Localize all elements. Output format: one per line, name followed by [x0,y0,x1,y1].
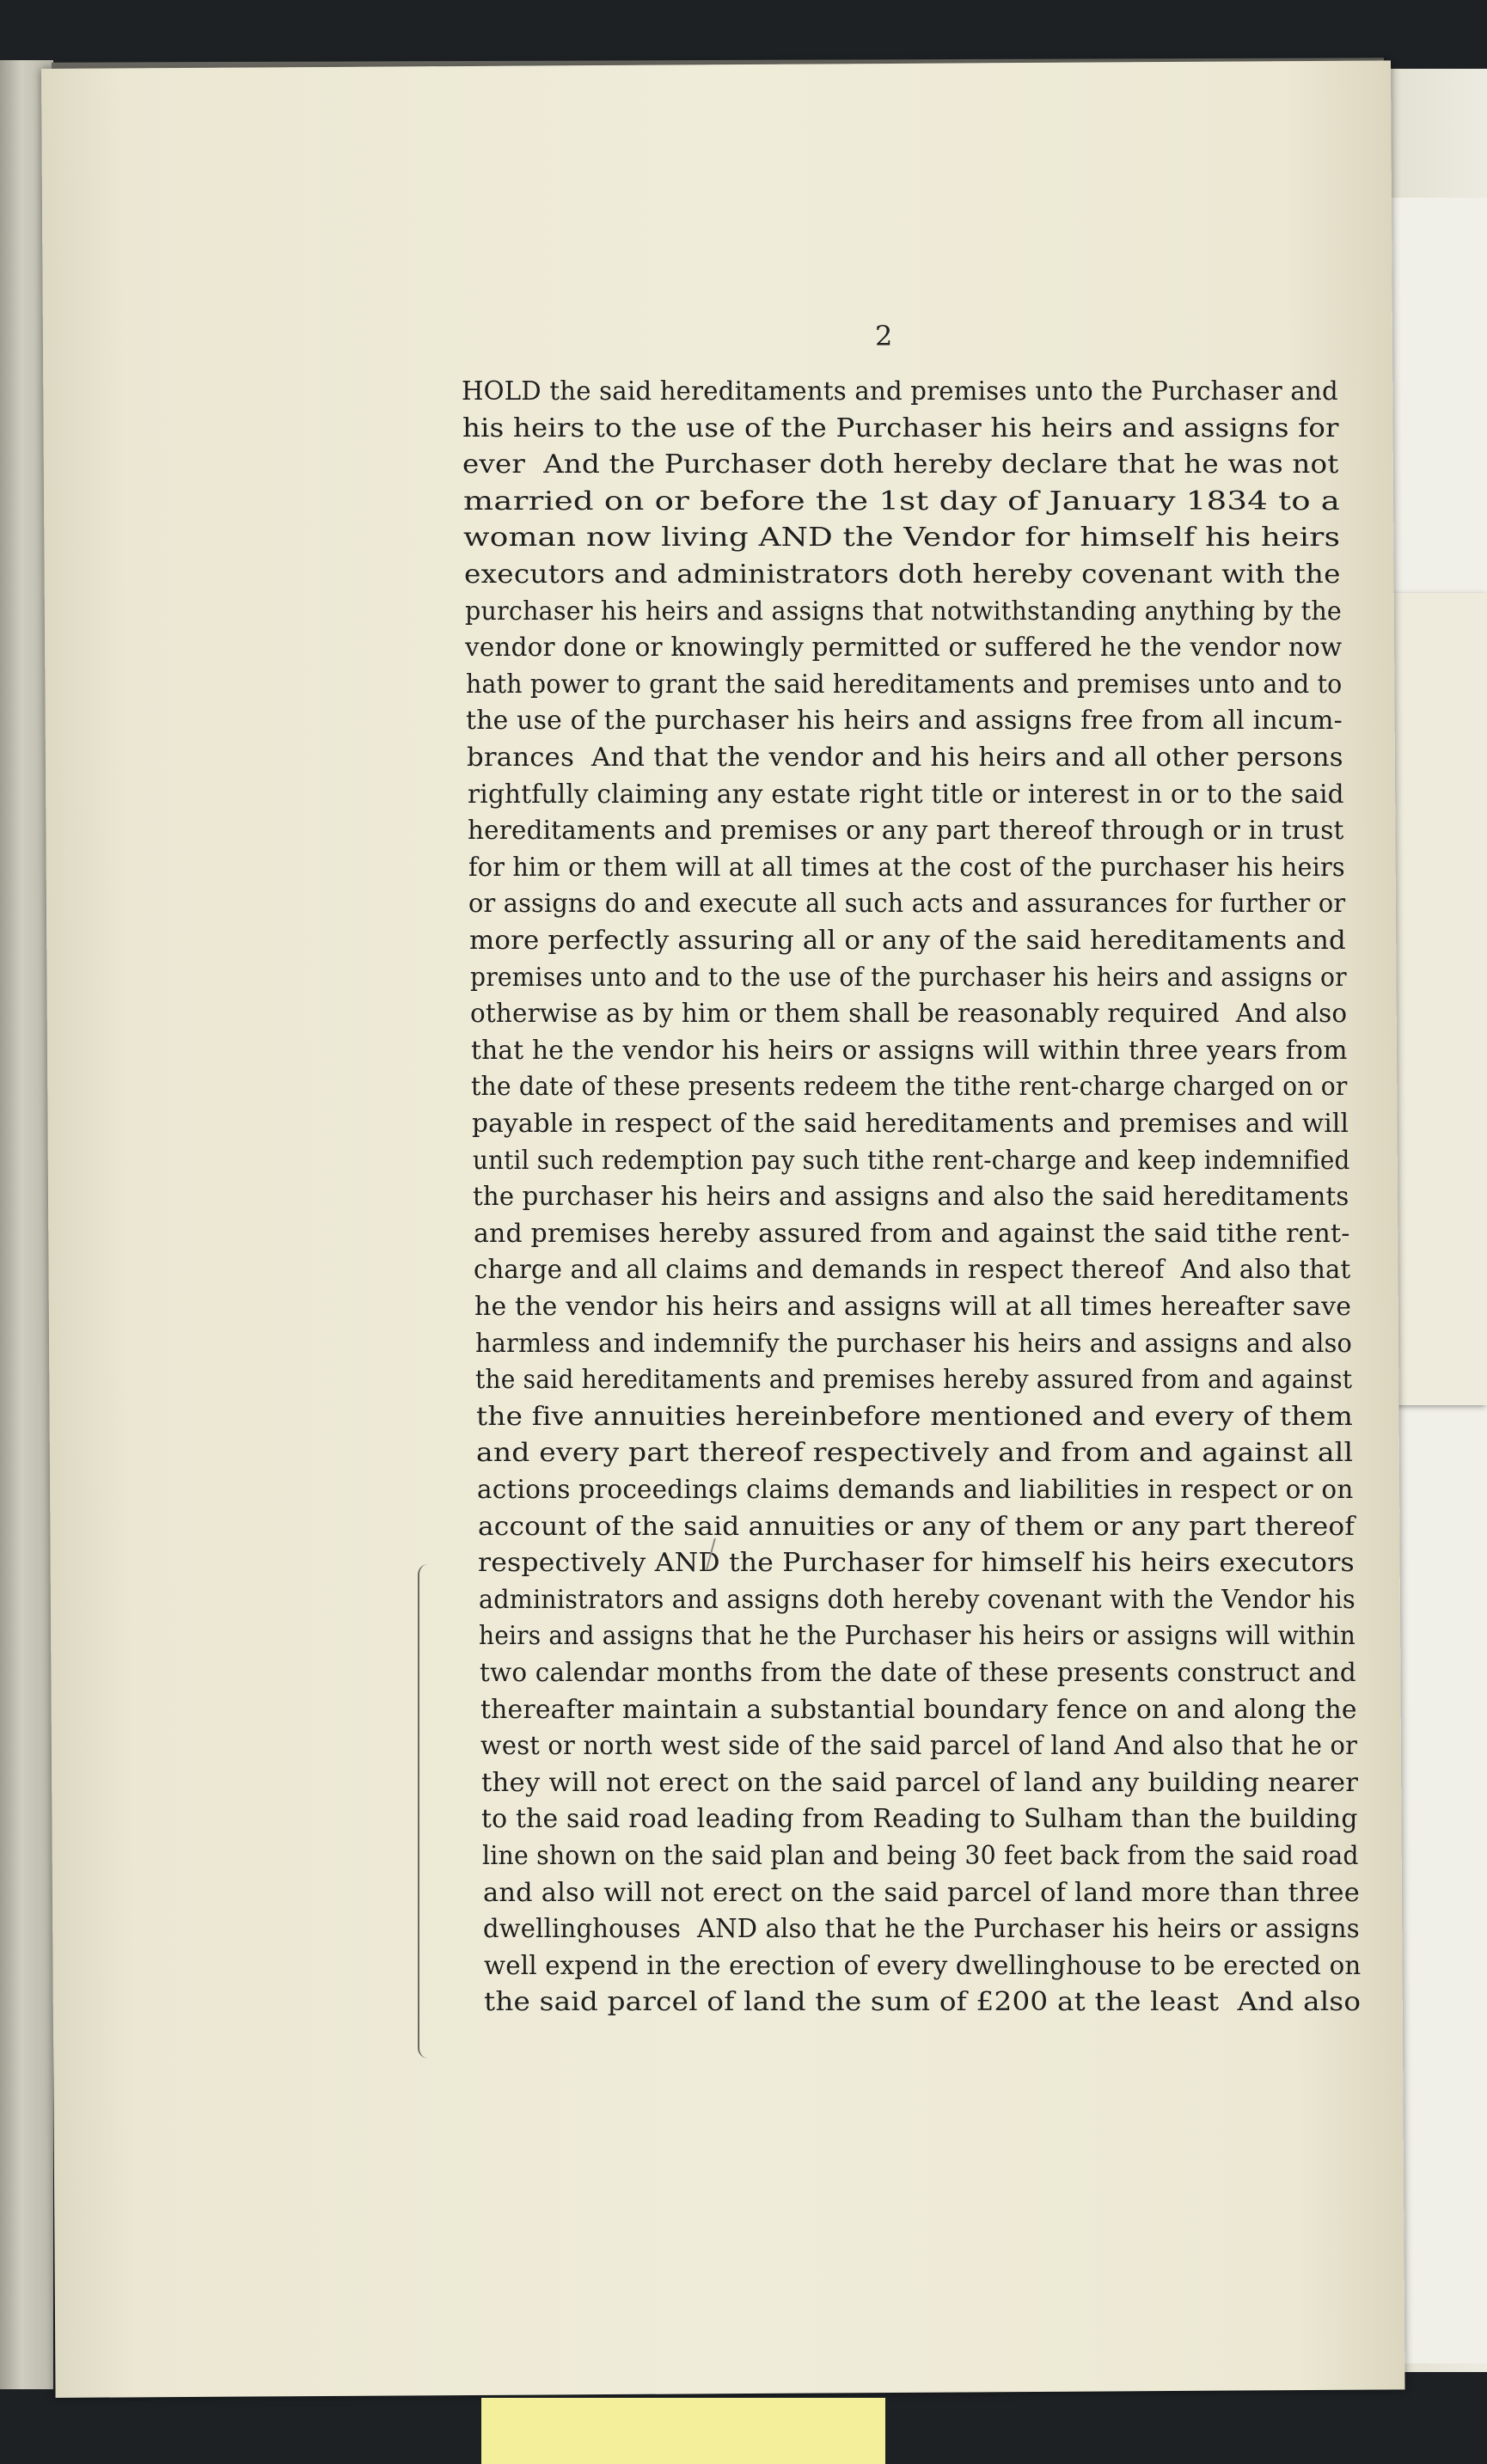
text-line: and every part thereof respectively and from and against all [476,1438,1354,1469]
text-line: brances And that the vendor and his heirs and all other persons [467,743,1343,773]
text-line: married on or before the 1st day of January 1834 to a [462,486,1340,517]
text-line: two calendar months from the date of these presents construct and [480,1658,1356,1688]
text-line: and premises hereby assured from and against the said tithe rent- [473,1218,1350,1249]
text-line: rightfully claiming any estate right title or interest in or to the said [467,779,1344,810]
text-line: the date of these presents redeem the tithe rent-charge charged on or [471,1072,1348,1103]
text-line: for him or them will at all times at the cost of the purchaser his heirs [468,852,1345,883]
text-line: to the said road leading from Reading to Sulham than the building [481,1804,1358,1835]
text-line: that he the vendor his heirs or assigns will within three years from [470,1035,1348,1066]
text-line: the five annuities hereinbefore mentioned and every of them [475,1401,1353,1432]
text-line: until such redemption pay such tithe rent-charge and keep indemnified [472,1145,1350,1176]
text-line: the purchaser his heirs and assigns and also the said hereditaments [473,1182,1349,1213]
text-line: thereafter maintain a substantial boundary fence on and along the [480,1694,1357,1725]
sticky-note [481,2398,885,2464]
text-line: administrators and assigns doth hereby covenant with the Vendor his [478,1584,1355,1615]
text-line: he the vendor his heirs and assigns will at all times hereafter save [474,1292,1352,1322]
text-line: the said hereditaments and premises hereby assured from and against [475,1365,1353,1396]
margin-pencil-bracket [418,1564,435,2058]
text-line: more perfectly assuring all or any of the said hereditaments and [469,926,1346,956]
text-line: otherwise as by him or them shall be reasonably required And also [470,999,1348,1030]
text-line: respectively AND the Purchaser for himself his heirs executors [478,1548,1355,1579]
text-line: his heirs to the use of the Purchaser his heirs and assigns for [462,413,1339,443]
text-line: or assigns do and execute all such acts and assurances for further or [468,889,1346,920]
text-line: ever And the Purchaser doth hereby declare that he was not [462,449,1339,480]
text-line: well expend in the erection of every dwellinghouse to be erected on [483,1950,1362,1981]
page-number: 2 [875,320,893,352]
text-line: payable in respect of the said hereditaments and premises and will [472,1109,1349,1139]
text-line: they will not erect on the said parcel of land any building nearer [480,1767,1358,1798]
text-line: actions proceedings claims demands and liabilities in respect or on [477,1475,1354,1505]
text-line: charge and all claims and demands in respect thereof And also that [474,1255,1351,1286]
text-line: woman now living AND the Vendor for himself his heirs [463,523,1341,553]
text-line: line shown on the said plan and being 30 feet back from the said road [482,1841,1359,1871]
text-line: and also will not erect on the said parcel of land more than three [482,1877,1360,1908]
text-line: the said parcel of land the sum of £200 at the least And also [484,1987,1362,2018]
text-line: heirs and assigns that he the Purchaser his heirs or assigns will within [479,1621,1356,1652]
text-line: HOLD the said hereditaments and premises unto the Purchaser and [462,376,1338,407]
text-line: hath power to grant the said hereditaments and premises unto and to [465,669,1343,700]
text-line: harmless and indemnify the purchaser his heirs and assigns and also [474,1328,1352,1359]
text-line: dwellinghouses AND also that he the Purchaser his heirs or assigns [483,1914,1360,1945]
text-line: vendor done or knowingly permitted or suffered he the vendor now [465,633,1343,663]
text-line: hereditaments and premises or any part thereof through or in trust [468,816,1344,847]
text-line: purchaser his heirs and assigns that notwithstanding anything by the [464,596,1342,627]
text-line: premises unto and to the use of the purchaser his heirs and assigns or [469,962,1347,993]
text-line: account of the said annuities or any of them or any part thereof [477,1511,1355,1542]
text-line: executors and administrators doth hereby covenant with the [464,559,1341,590]
text-line: the use of the purchaser his heirs and assigns free from all incum- [466,706,1343,737]
text-line: west or north west side of the said parcel of land And also that he or [480,1731,1358,1762]
